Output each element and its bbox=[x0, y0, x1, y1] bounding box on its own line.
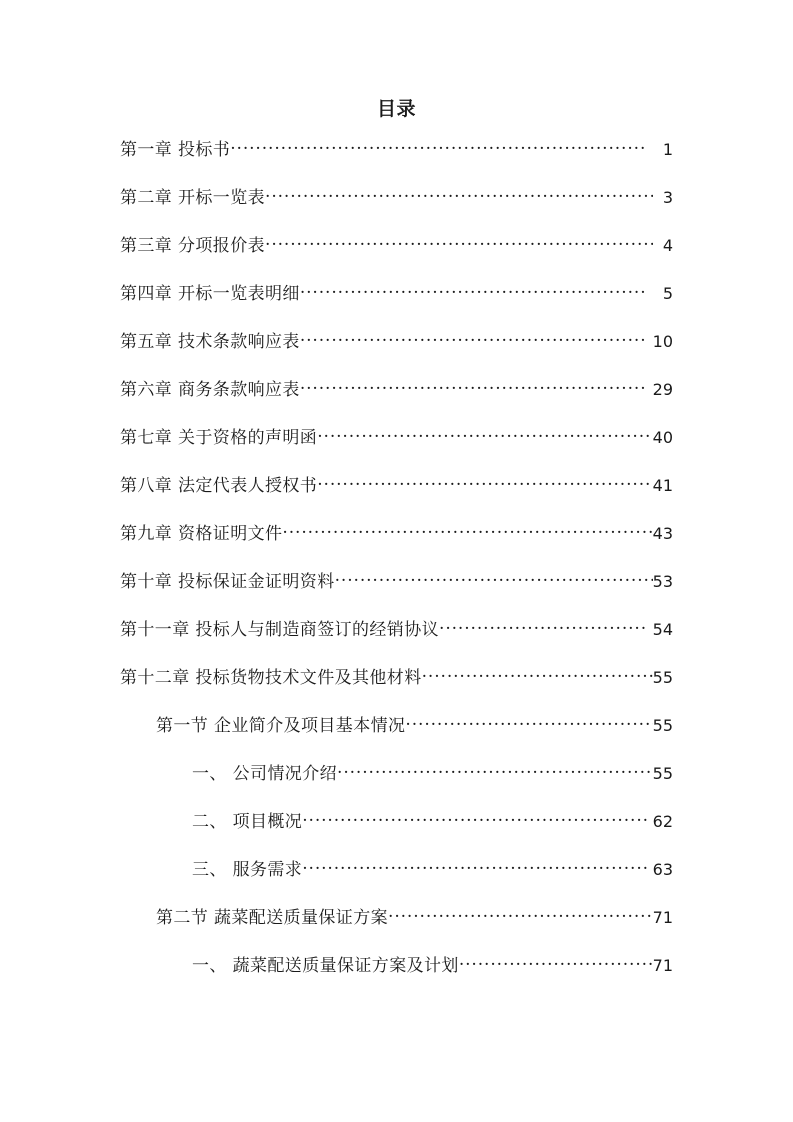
toc-dot-leader bbox=[337, 762, 653, 779]
toc-entry-page-number: 10 bbox=[652, 332, 673, 351]
toc-entry[interactable] bbox=[120, 378, 673, 426]
toc-entry-page-number: 63 bbox=[652, 860, 673, 879]
toc-entry[interactable] bbox=[120, 954, 673, 1002]
toc-entry-page-number: 29 bbox=[652, 380, 673, 399]
toc-entry-page-number: 40 bbox=[652, 428, 673, 447]
toc-entry[interactable] bbox=[120, 906, 673, 954]
toc-dot-leader bbox=[300, 330, 647, 347]
toc-entry-page-number: 55 bbox=[652, 764, 673, 783]
toc-entry-label: 一、 蔬菜配送质量保证方案及计划 bbox=[192, 956, 459, 976]
page-title: 目录 bbox=[376, 98, 416, 120]
toc-entry-label: 二、 项目概况 bbox=[192, 812, 303, 832]
toc-entry[interactable] bbox=[120, 186, 673, 234]
toc-dot-leader bbox=[388, 906, 653, 923]
toc-entry-page-number: 41 bbox=[652, 476, 673, 495]
toc-entry-page-number: 4 bbox=[662, 236, 673, 255]
toc-dot-leader bbox=[439, 618, 647, 635]
toc-entry-page-number: 55 bbox=[652, 716, 673, 735]
toc-entry-label: 第二节 蔬菜配送质量保证方案 bbox=[156, 908, 389, 928]
toc-dot-leader bbox=[459, 954, 653, 971]
toc-dot-leader bbox=[335, 570, 653, 587]
toc-entry-page-number: 43 bbox=[652, 524, 673, 543]
toc-entry[interactable] bbox=[120, 858, 673, 906]
toc-entry-label: 第四章 开标一览表明细 bbox=[120, 284, 300, 304]
toc-dot-leader bbox=[265, 234, 653, 251]
toc-entry-label: 第三章 分项报价表 bbox=[120, 236, 266, 256]
toc-entry[interactable] bbox=[120, 666, 673, 714]
toc-entry[interactable] bbox=[120, 522, 673, 570]
toc-entry-label: 第八章 法定代表人授权书 bbox=[120, 476, 318, 496]
toc-entry-page-number: 53 bbox=[652, 572, 673, 591]
toc-entry-label: 第十二章 投标货物技术文件及其他材料 bbox=[120, 668, 422, 688]
toc-entry-label: 第九章 资格证明文件 bbox=[120, 524, 283, 544]
toc-entry-label: 第十一章 投标人与制造商签订的经销协议 bbox=[120, 620, 440, 640]
toc-entry-page-number: 54 bbox=[652, 620, 673, 639]
toc-entry-page-number: 62 bbox=[652, 812, 673, 831]
toc-dot-leader bbox=[230, 138, 647, 155]
toc-dot-leader bbox=[302, 858, 646, 875]
toc-entry-page-number: 55 bbox=[652, 668, 673, 687]
toc-entry-label: 一、 公司情况介绍 bbox=[192, 764, 338, 784]
toc-entry[interactable] bbox=[120, 570, 673, 618]
toc-dot-leader bbox=[265, 186, 653, 203]
toc-dot-leader bbox=[422, 666, 653, 683]
toc-entry[interactable] bbox=[120, 330, 673, 378]
toc-dot-leader bbox=[405, 714, 652, 731]
toc-entry[interactable] bbox=[120, 234, 673, 282]
toc-dot-leader bbox=[302, 810, 646, 827]
toc-entry[interactable] bbox=[120, 138, 673, 186]
toc-entry[interactable] bbox=[120, 618, 673, 666]
toc-entry[interactable] bbox=[120, 426, 673, 474]
toc-entry[interactable] bbox=[120, 474, 673, 522]
toc-entry[interactable] bbox=[120, 810, 673, 858]
toc-entry-label: 第一章 投标书 bbox=[120, 140, 231, 160]
toc-entry[interactable] bbox=[120, 282, 673, 330]
toc-entry-label: 第一节 企业简介及项目基本情况 bbox=[156, 716, 406, 736]
toc-entry[interactable] bbox=[120, 714, 673, 762]
toc-entry-label: 第二章 开标一览表 bbox=[120, 188, 266, 208]
toc-dot-leader bbox=[317, 474, 652, 491]
toc-dot-leader bbox=[317, 426, 652, 443]
toc-entry-page-number: 1 bbox=[662, 140, 673, 159]
toc-entry-page-number: 71 bbox=[652, 956, 673, 975]
toc-entry-label: 三、 服务需求 bbox=[192, 860, 303, 880]
toc-entry-page-number: 71 bbox=[652, 908, 673, 927]
toc-entry-label: 第七章 关于资格的声明函 bbox=[120, 428, 318, 448]
toc-entry-page-number: 5 bbox=[662, 284, 673, 303]
toc-entry[interactable] bbox=[120, 762, 673, 810]
toc-entry-label: 第六章 商务条款响应表 bbox=[120, 380, 300, 400]
toc-dot-leader bbox=[300, 282, 647, 299]
toc-entry-page-number: 3 bbox=[662, 188, 673, 207]
toc-entry-label: 第十章 投标保证金证明资料 bbox=[120, 572, 335, 592]
toc-dot-leader bbox=[300, 378, 647, 395]
toc-dot-leader bbox=[282, 522, 652, 539]
toc-entry-label: 第五章 技术条款响应表 bbox=[120, 332, 300, 352]
table-of-contents-list bbox=[120, 138, 673, 1002]
